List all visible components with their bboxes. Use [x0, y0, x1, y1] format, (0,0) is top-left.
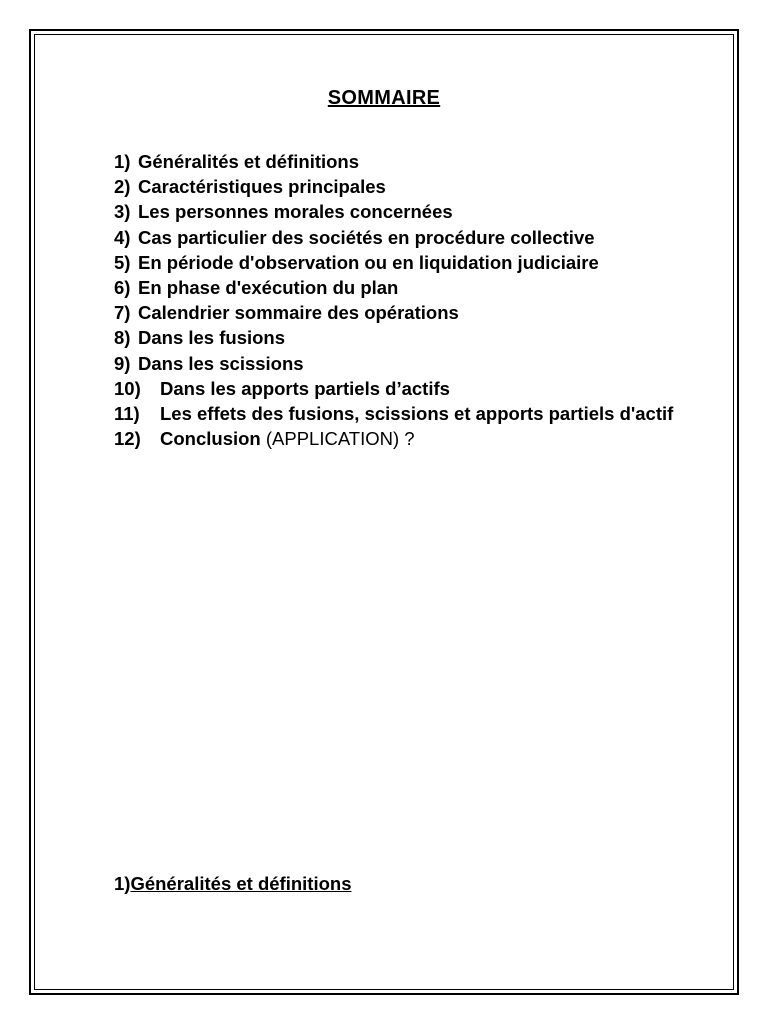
section-heading-label: Généralités et définitions — [130, 873, 352, 894]
table-of-contents — [114, 149, 675, 451]
toc-item — [114, 199, 675, 224]
toc-item-number: 1) — [114, 151, 131, 172]
toc-item-text: Généralités et définitions — [138, 151, 360, 172]
toc-item-text: Dans les fusions — [138, 327, 286, 349]
toc-item — [114, 250, 675, 275]
toc-item-number: 12) — [114, 428, 141, 450]
toc-item-text: Dans les scissions — [138, 352, 304, 374]
toc-item-number: 8) — [114, 327, 131, 349]
toc-item — [114, 225, 675, 250]
section-heading-number: 1) — [114, 873, 131, 894]
toc-item — [114, 376, 675, 401]
toc-item — [114, 300, 675, 325]
section-heading — [114, 873, 351, 895]
toc-item-text: Cas particulier des sociétés en procédure collective — [138, 226, 595, 248]
toc-item-text: Les effets des fusions, scissions et apports partiels d'actif — [160, 403, 674, 425]
toc-item-text: Les personnes morales concernées — [138, 201, 453, 223]
toc-item-text: Calendrier sommaire des opérations — [138, 302, 459, 324]
document-title: SOMMAIRE — [327, 87, 441, 109]
toc-item-suffix: (APPLICATION) ? — [260, 428, 415, 450]
toc-item-number: 11) — [114, 403, 140, 425]
toc-item — [114, 275, 675, 300]
toc-item-text: En phase d'exécution du plan — [138, 277, 399, 299]
toc-item-number: 10) — [114, 377, 141, 399]
toc-item-number: 3) — [114, 201, 131, 223]
toc-item-number: 6) — [114, 277, 131, 299]
toc-item-text: Caractéristiques principales — [138, 176, 386, 198]
toc-item-text: Conclusion — [160, 428, 261, 450]
toc-item-number: 2) — [114, 176, 131, 198]
toc-item-number: 7) — [114, 302, 131, 324]
toc-item — [114, 149, 675, 174]
toc-item — [114, 426, 675, 451]
toc-item — [114, 351, 675, 376]
toc-item-number: 9) — [114, 352, 131, 374]
toc-item-number: 4) — [114, 226, 131, 248]
toc-item-text: En période d'observation ou en liquidation judiciaire — [138, 251, 599, 273]
toc-item-text: Dans les apports partiels d’actifs — [160, 377, 450, 399]
toc-item-number: 5) — [114, 251, 131, 273]
toc-item — [114, 174, 675, 199]
toc-item — [114, 325, 675, 350]
toc-item — [114, 401, 675, 426]
